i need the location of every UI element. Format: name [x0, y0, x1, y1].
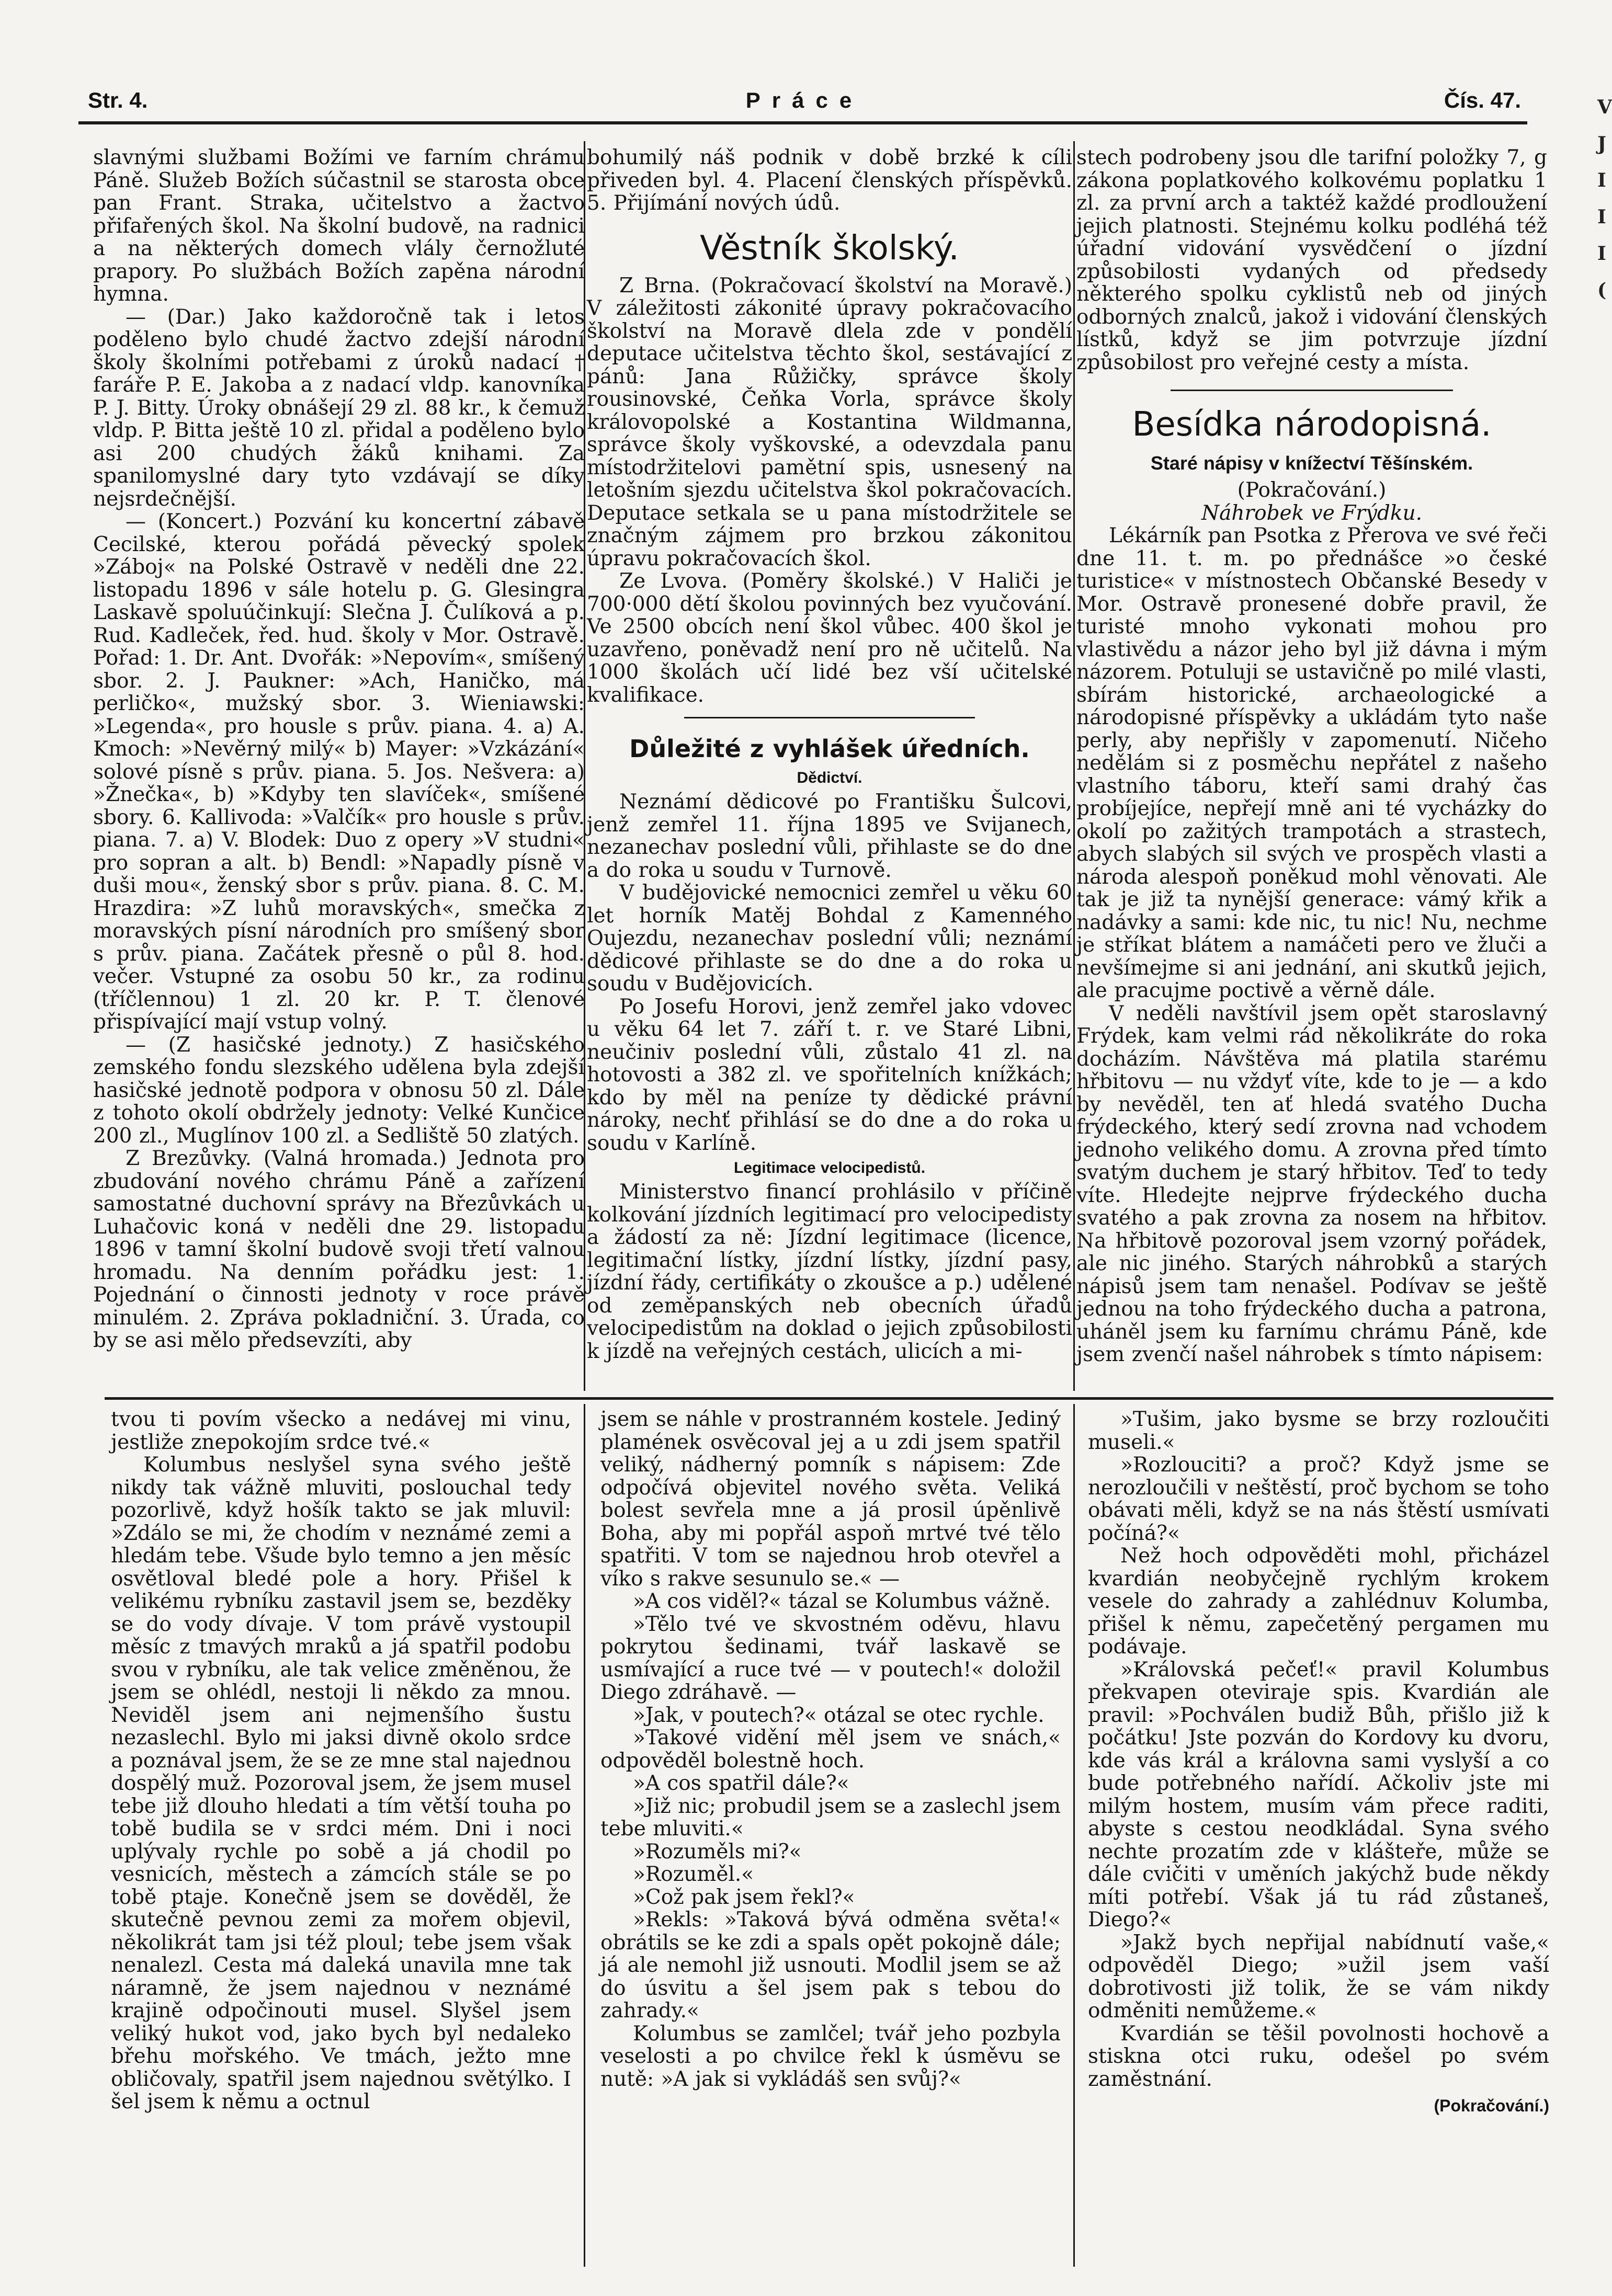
story-paragraph: Kvardián se těšil povolnosti hochově a stiskna otci ruku, odešel po svém zaměstnání. — [1088, 2021, 1549, 2091]
article-paragraph: Lékárník pan Psotka z Přerova ve své řeči dne 11. t. m. po přednášce »o české turistice« v místnostech Občanské Besedy v Mor. Ostravě pronesené dobře pravil, že turisté mnoho vykonati mohou pro vlastivědu a názor jeho byl již dávna i mým názorem. Potuluji se ustavičně po milé vlasti, sbírám historické, archaeologické a národopisné příspěvky a ukládám tyto naše perly, aby nepřišly v zapomenutí. Ničeho nedělám si z posměchu nepřátel z našeho vlastního táboru, kteří sami drahý čas probíjejíce, nepřejí mně ani té vycházky do okolí po zažitých trampotách a strastech, abych slabých sil svých ve prospěch vlasti a národa alespoň poněkud mohl věnovati. Ale tak je již ta nynější generace: vámý křik a nadávky a sami: kde nic, tu nic! Nu, nechme je stříkat blátem a namáčeti pero ve žluči a nevšímejme si ani jednání, ani skutků jejich, ale pracujme poctivě a věrně dále. — [1076, 524, 1547, 1002]
section-subtitle: Staré nápisy v knížectví Těšínském. — [1150, 452, 1473, 474]
article-paragraph: slavnými službami Božími ve farním chrámu Páně. Služeb Božích súčastnil se starosta obce pan Frant. Straka, učitelstvo a žactvo přifařených škol. Na školní budově, na radnici a na některých domech vlály černožluté prapory. Po službách Božích zapěna národní hymna. — [93, 146, 585, 306]
column-divider — [584, 1404, 585, 2267]
article-paragraph: Z Brezůvky. (Valná hromada.) Jednota pro zbudování nového chrámu Páně a zařízení samostatné duchovní správy na Březůvkách u Luhačovic koná v neděli dne 29. listopadu 1896 v tamní školní budově svoji třetí valnou hromadu. Na denním pořádku jest: 1. Pojednání o činnosti jednoty v roce právě minulém. 2. Zpráva pokladniční. 3. Úrada, co by se asi mělo předsevzíti, aby — [93, 1147, 585, 1352]
story-paragraph: »Rozuměls mi?« — [633, 1840, 802, 1864]
continuation-note: (Pokračování.) — [1237, 478, 1387, 502]
adjacent-page-edge: V J I I I ( — [1597, 96, 1612, 301]
article-paragraph: V neděli navštívil jsem opět staroslavný Frýdek, kam velmi rád několikráte do roka docházím. Návštěva má platila starému hřbitovu — nu vždyť víte, kde to je — a kdo by nevěděl, ten ať hledá svatého Ducha frýdeckého, který sedí zrovna nad vchodem jednoho velikého domu. A zrovna před tímto svatým duchem je starý hřbitov. Teď to tedy víte. Hledejte nejprve frýdeckého ducha svatého a pak zrovna za nosem na hřbitov. Na hřbitově pozoroval jsem vzorný pořádek, ale nic jiného. Starých náhrobků a starých nápisů jsem tam nenašel. Podívav se ještě jednou na toho frýdeckého ducha a patrona, uháněl jsem ku farnímu chrámu Páně, kde jsem zvenčí našel náhrobek s tímto nápisem: — [1076, 1001, 1547, 1366]
article-paragraph: Po Josefu Horovi, jenž zemřel jako vdovec u věku 64 let 7. září t. r. ve Staré Libni, neučiniv poslední vůli, zůstalo 41 zl. na hotovosti a 382 zl. ve spořitelních knížkách; kdo by měl na peníze ty dědické právní nároky, nechť přihlásí se do dne a do roka u soudu v Karlíně. — [587, 995, 1072, 1155]
column-3 — [1076, 146, 1547, 1386]
story-paragraph: »Což pak jsem řekl?« — [633, 1885, 855, 1909]
story-paragraph: »Rekls: »Taková bývá odměna světa!« obrátils se ke zdi a spals opět pokojně dále; já ale nemohl již usnouti. Modlil jsem se až do úsvitu a šel jsem pak s tebou do zahrady.« — [600, 1908, 1061, 2023]
article-paragraph: stech podrobeny jsou dle tarifní položky 7, g zákona poplatkového kolkovému poplatku 1 zl. za první arch a taktéž každé prodloužení jejich platnosti. Stejnému kolku podléhá též úřadní vidování vysvědčení o jízdní způsobilosti vydaných od předsedy některého spolku cyklistů neb od jiných odborných znalců, jakož i vidování členských lístků, když se jim potvrzuje jízdní způsobilost pro veřejné cesty a místa. — [1076, 146, 1547, 374]
page-number: Str. 4. — [88, 88, 148, 112]
story-paragraph: »Tušim, jako bysme se brzy rozloučiti museli.« — [1088, 1408, 1549, 1454]
story-paragraph: »Královská pečeť!« pravil Kolumbus překvapen oteviraje spis. Kvardián ale pravil: »Pochválen budiž Bůh, přišlo již k počátku! Jste pozván do Kordovy ku dvoru, kde vás král a královna sami vyslyší a co bude potřebného nařídí. Ačkoliv jste mi milým hostem, musím vám přece raditi, abyste s cestou neodkládal. Syna svého nechte prozatím zde v klášteře, může se dále cvičiti v uměních jakýchž bude někdy míti potřebí. Však já tu rád zůstaneš, Diego?« — [1088, 1658, 1549, 1932]
story-paragraph: »Jak, v poutech?« otázal se otec rychle. — [633, 1703, 1045, 1727]
article-paragraph: Z Brna. (Pokračovací školství na Moravě.) V záležitosti zákonité úpravy pokračovacího školství na Moravě dlela zde v pondělí deputace učitelstva těchto škol, sestávající z pánů: Jana Růžičky, správce školy rousinovské, Čeňka Vorla, správce školy královopolské a Kostantina Wildmanna, správce školy vyškovské, a odevzdala panu místodržitelovi pamětní spis, usnesený na letošním sjezdu učitelstva škol pokračovacích. Deputace setkala se u pana místodržitele se značným zájmem pro brzkou zákonitou úpravu pokračovacích škol. — [587, 273, 1072, 570]
story-paragraph: »Tělo tvé ve skvostném oděvu, hlavu pokrytou šedinami, tvář laskavě se usmívající a ruce tvé — v poutech!« doložil Diego zdráhavě. — — [600, 1612, 1061, 1704]
story-paragraph: »A cos spatřil dále?« — [633, 1772, 849, 1795]
section-title-official: Důležité z vyhlášek úředních. — [629, 735, 1030, 763]
article-paragraph: Ze Lvova. (Poměry školské.) V Haliči je 700·000 dětí školou povinných bez vyučování. Ve 2500 obcích není škol vůbec. 400 škol je uzavřeno, poněvadž není pro ně učitelů. Na 1000 školách učí lidé bez vší učitelské kvalifikace. — [587, 569, 1072, 707]
article-paragraph: Neznámí dědicové po Františku Šulcovi, jenž zemřel 11. října 1895 ve Svijanech, nezanechav poslední vůli, přihlaste se do dne a do roka u soudu v Turnově. — [587, 790, 1072, 882]
feuilleton-rule — [105, 1397, 1553, 1400]
feuilleton-column-1 — [111, 1408, 571, 2266]
issue-number: Čís. 47. — [1444, 88, 1521, 112]
article-paragraph: bohumilý náš podnik v době brzké k cíli přiveden byl. 4. Placení členských příspěvků. 5. Přijímání nových údů. — [587, 146, 1072, 215]
story-paragraph: »Rozuměl.« — [633, 1863, 754, 1886]
column-divider — [1073, 141, 1075, 1391]
column-divider — [1073, 1404, 1075, 2267]
article-paragraph: — (Z hasičské jednoty.) Z hasičského zemského fondu slezského udělena byla zdejší hasičské jednotě podpora v obnosu 50 zl. Dále z tohoto okolí obdržely jednoty: Velké Kunčice 200 zl., Muglínov 100 zl. a Sedliště 50 zlatých. — [93, 1033, 585, 1148]
story-paragraph: »Jakž bych nepřijal nabídnutí vaše,« odpověděl Diego; »užil jsem vaší dobrotivosti již tolik, že se vám nikdy odměniti nemůžeme.« — [1088, 1931, 1549, 2023]
italic-subtitle: Náhrobek ve Frýdku. — [1201, 501, 1423, 525]
page-header — [88, 88, 1521, 122]
column-2 — [587, 146, 1072, 1386]
newspaper-title: Práce — [745, 88, 864, 112]
section-divider — [684, 717, 975, 718]
article-paragraph: V budějovické nemocnici zemřel u věku 60 let horník Matěj Bohdal z Kamenného Oujezdu, nezanechav poslední vůli; neznámí dědicové přihlaste se do dne a do roka u soudu v Budějovicích. — [587, 881, 1072, 996]
article-paragraph: — (Koncert.) Pozvání ku koncertní zábavě Cecilské, kterou pořádá pěvecký spolek »Záboj« na Polské Ostravě v neděli dne 22. listopadu 1896 v sále hotelu p. G. Glesingra Laskavě spoluúčinkují: Slečna J. Čulíková a p. Rud. Kadleček, řed. hud. školy v Mor. Ostravě. Pořad: 1. Dr. Ant. Dvořák: »Nepovím«, smíšený sbor. 2. J. Paukner: »Ach, Haničko, má perličko«, mužský sbor. 3. Wieniawski: »Legenda«, pro housle s prův. piana. 4. a) A. Kmoch: »Nevěrný milý« b) Mayer: »Vzkázání« solové písně s prův. piana. 5. Jos. Nešvera: a) »Žnečka«, b) »Kdyby ten slavíček«, smíšené sbory. 6. Kallivoda: »Valčík« pro housle s prův. piana. 7. a) V. Blodek: Duo z opery »V studni« pro sopran a alt. b) Bendl: »Napadly písně v duši mou«, ženský sbor s prův. piana. 8. C. M. Hrazdira: »Z luhů moravských«, smečka z moravských písní národních pro smíšený sbor s prův. piana. Začátek přesně o půl 8. hod. večer. Vstupné za osobu 50 kr., za rodinu (tříčlennou) 1 zl. 20 kr. P. T. členové přispívající mají vstup volný. — [93, 510, 585, 1034]
section-title-school: Věstník školský. — [700, 229, 959, 268]
article-paragraph: — (Dar.) Jako každoročně tak i letos poděleno bylo chudé žactvo zdejší národní školy školními potřebami z úroků nadací † faráře P. E. Jakoba a z nadací vldp. kanovníka P. J. Bitty. Úroky obnášejí 29 zl. 88 kr., k čemuž vldp. P. Bitta ještě 10 zl. přidal a poděleno bylo asi 200 chudých žáků knihami. Za spanilomyslné dary tyto vzdávají se díky nejsrdečnější. — [93, 305, 585, 511]
story-paragraph: »Takové vidění měl jsem ve snách,« odpověděl bolestně hoch. — [600, 1726, 1061, 1773]
story-paragraph: »Rozlouciti? a proč? Když jsme se nerozloučili v neštěstí, proč bychom se toho obávati měli, když se na nás štěstí usmívati počíná?« — [1088, 1453, 1549, 1545]
story-paragraph: »A cos viděl?« tázal se Kolumbus vážně. — [633, 1590, 1051, 1613]
header-rule — [78, 121, 1527, 124]
story-paragraph: Než hoch odpověděti mohl, přicházel kvardián neobyčejně rychlým krokem vesele do zahrady a zahlédnuv Kolumba, přišel k němu, zapečetěný pergamen mu podávaje. — [1088, 1544, 1549, 1659]
article-paragraph: Ministerstvo financí prohlásilo v příčině kolkování jízdních legitimací pro velocipedisty a žádostí za ně: Jízdní legitimace (licence, legitimační lístky, jízdní lístky, jízdní pasy, jízdní řády, certifikáty o zkoušce a p.) udělené od zeměpanských neb obecních úřadů velocipedistům na doklad o jejich způsobilosti k jízdě na veřejných cestách, ulicích a mi- — [587, 1180, 1072, 1363]
feuilleton-column-2 — [600, 1408, 1061, 2266]
continuation-mark: (Pokračování.) — [1434, 2096, 1549, 2115]
story-paragraph: »Již nic; probudil jsem se a zaslechl jsem tebe mluviti.« — [600, 1794, 1061, 1841]
story-paragraph: Kolumbus se zamlčel; tvář jeho pozbyla veselosti a po chvilce řekl k úsměvu se nutě: »A jak si vykládáš sen svůj?« — [600, 2021, 1061, 2091]
section-title-ethnography: Besídka národopisná. — [1132, 405, 1492, 444]
story-paragraph: Kolumbus neslyšel syna svého ještě nikdy tak vážně mluviti, poslouchal tedy pozorlivě, když hošík takto se jak mluvil: »Zdálo se mi, že chodím v neznámé zemi a hledám tebe. Všude bylo temno a jen měsíc osvětloval bledé pole a hory. Přišel k velikému rybníku zastavil jsem se, bezděky se do vody dívaje. V tom právě vystoupil měsíc z tmavých mraků a já spatřil podobu svou v rybníku, ale tak velice změněnou, že jsem se ohlédl, nestoji li někdo za mnou. Neviděl jsem ani nejmenšího šustu nezaslechl. Bylo mi jaksi divně okolo srdce a poznával jsem, že se ze mne stal najednou dospělý muž. Pozoroval jsem, že jsem musel tebe již dlouho hledati a tím větší touha po tobě budila se v srdci mém. Dni i noci uplývaly rychle po sobě a já chodil po vesnicích, městech a zámcích stále se po tobě ptaje. Konečně jsem se dověděl, že skutečně pevnou zemi za mořem objevil, několikrát tam jsi též ploul; tebe jsem však nenalezl. Cesta má daleká unavila mne tak náramně, že jsem najednou v neznámé krajině odpočinouti musel. Slyšel jsem veliký hukot vod, jako bych byl nedaleko břehu mořského. Ve tmách, ježto mne obličovaly, spatřil jsem najednou světýlko. I šel jsem k němu a octnul — [111, 1453, 571, 2114]
subheading-inheritance: Dědictví. — [797, 769, 862, 786]
column-1 — [93, 146, 585, 1386]
subheading-velocipede: Legitimace velocipedistů. — [733, 1159, 926, 1176]
story-paragraph: jsem se náhle v prostranném kostele. Jediný plamének osvěcoval jej a u zdi jsem spatřil veliký, nádherný pomník s nápisem: Zde odpočívá objevitel nového světa. Veliká bolest sevřela mne a já prosil úpěnlivě Boha, aby mi popřál aspoň mrtvé tvé tělo spatřiti. V tom se najednou hrob otevřel a víko s rakve sesunulo se.« — — [600, 1408, 1061, 1591]
section-divider — [1171, 390, 1453, 391]
feuilleton-column-3 — [1088, 1408, 1549, 2266]
story-paragraph: tvou ti povím všecko a nedávej mi vinu, jestliže znepokojím srdce tvé.« — [111, 1408, 571, 1454]
